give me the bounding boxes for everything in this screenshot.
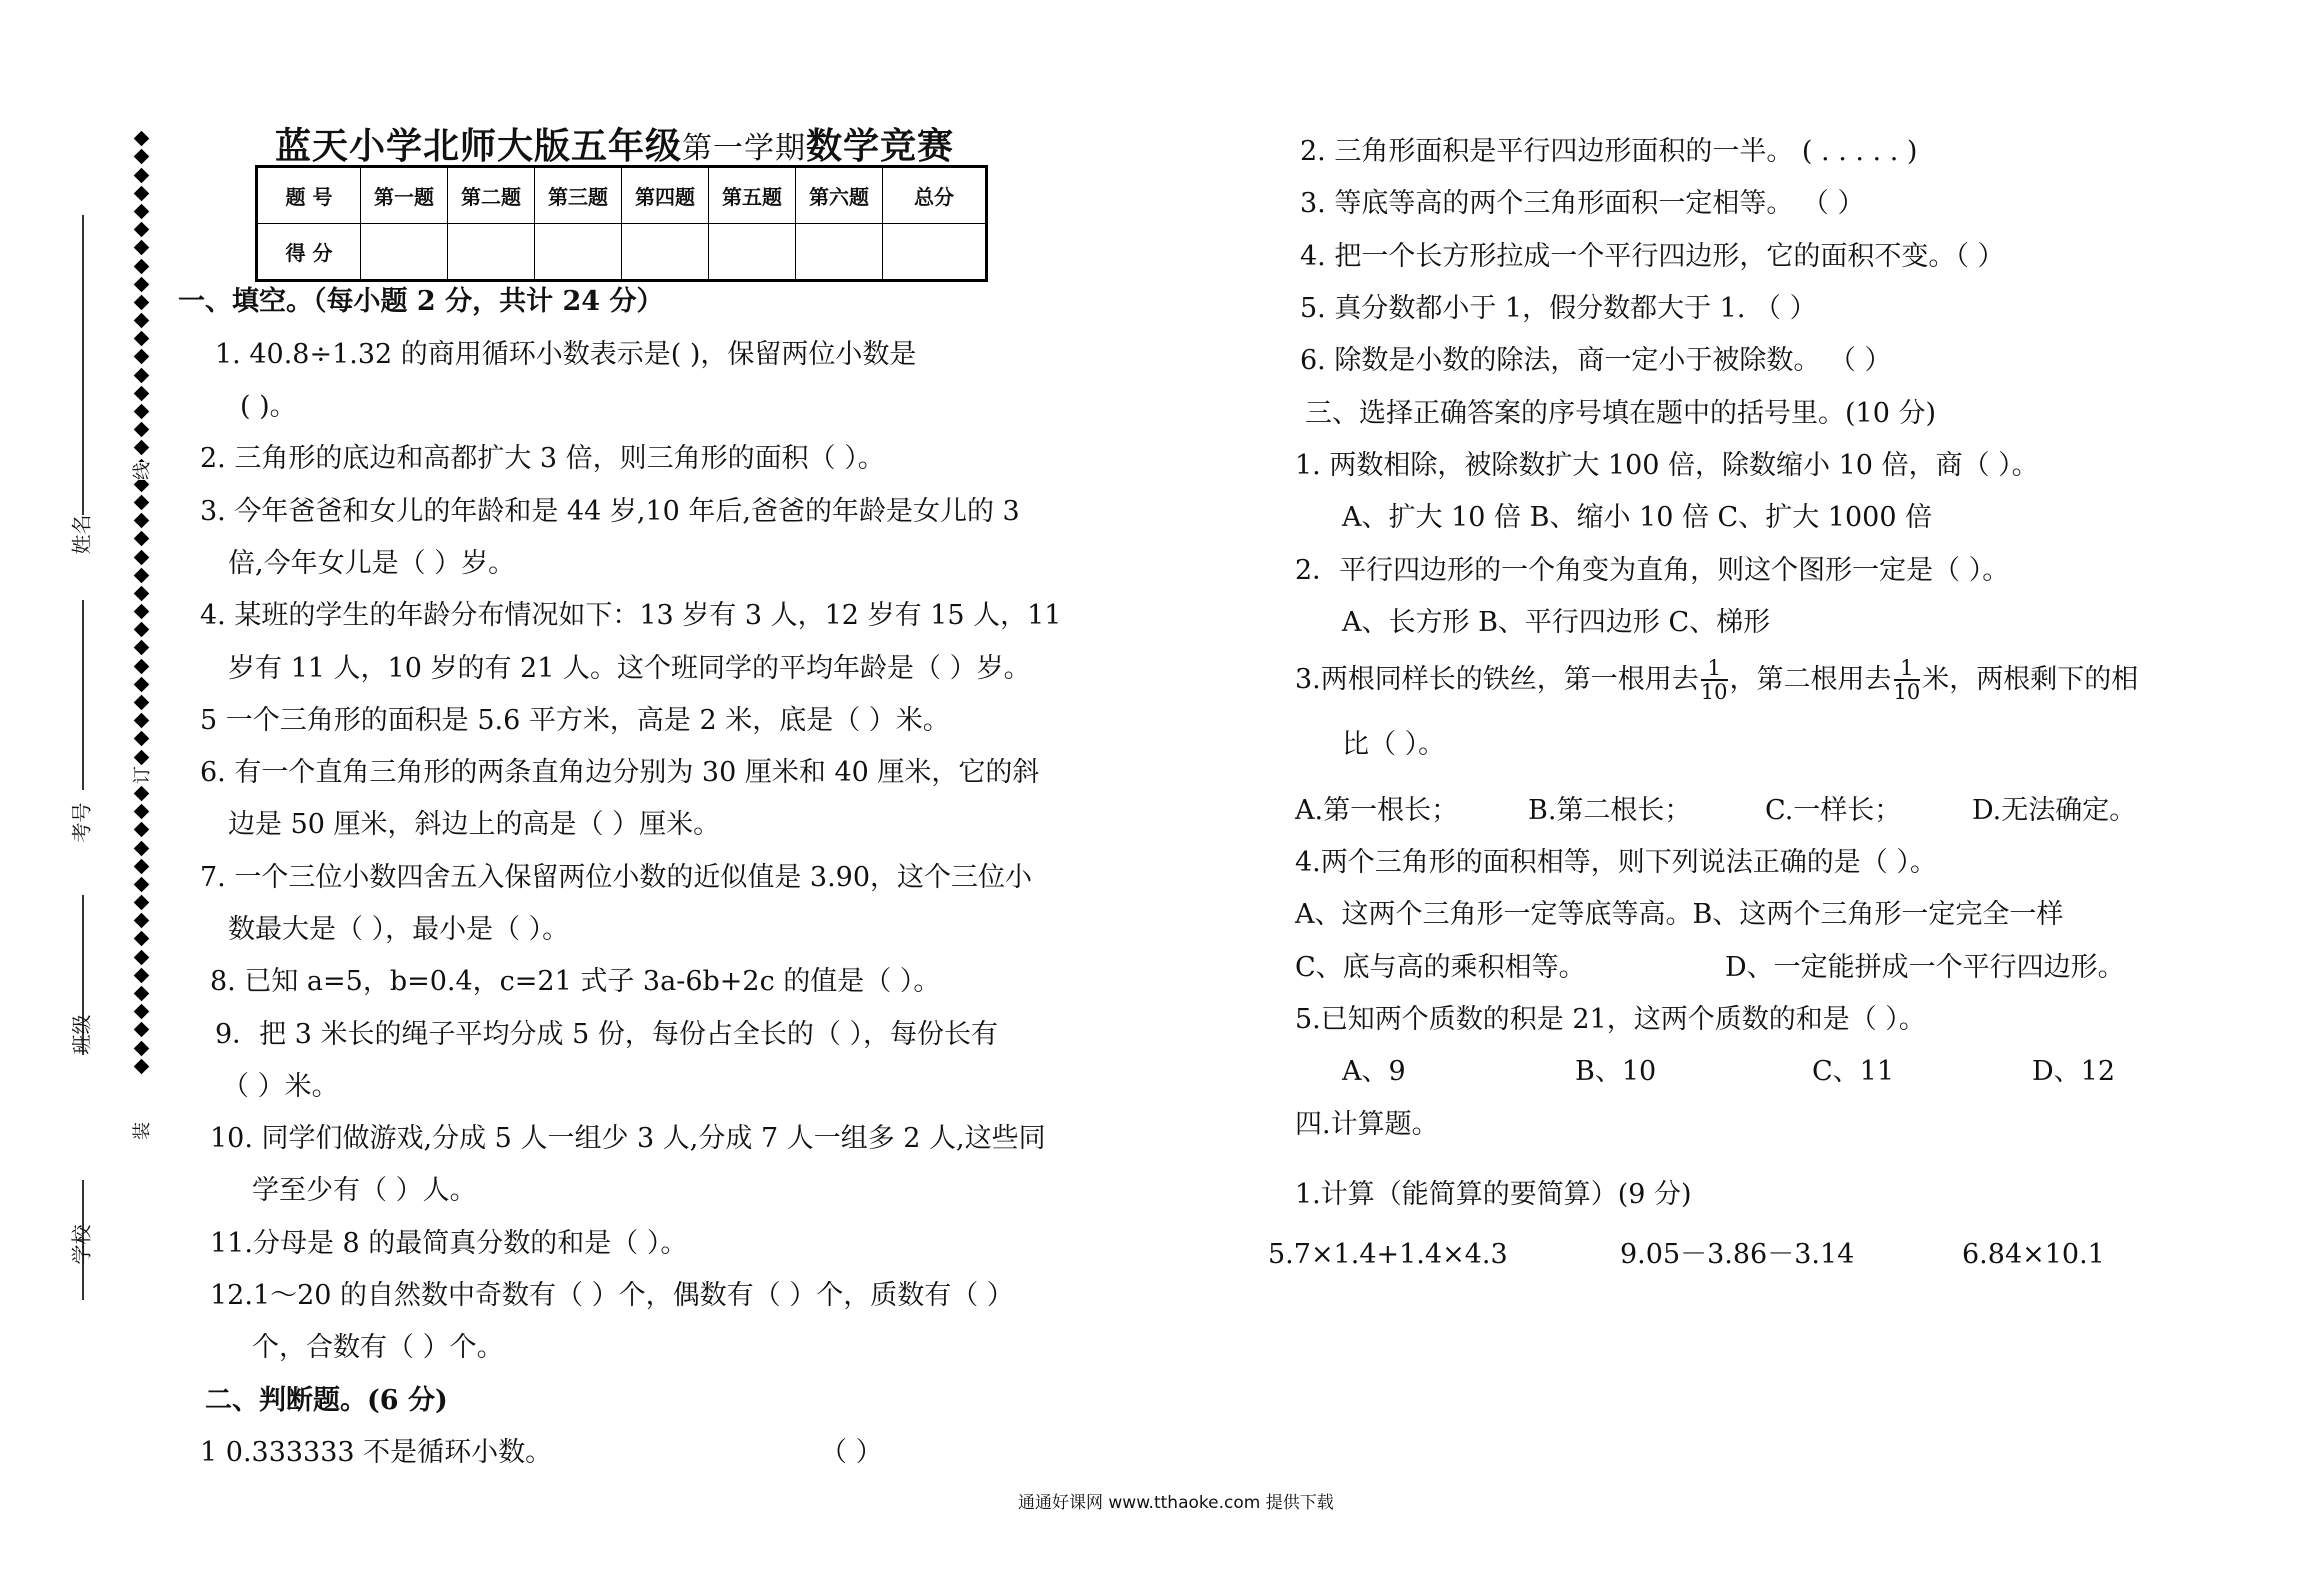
table-cell: 第六题	[796, 167, 883, 224]
exam-number-label: 考号	[69, 802, 94, 843]
diamond-mark	[133, 386, 149, 402]
diamond-mark	[133, 276, 149, 292]
question-line: 2．平行四边形的一个角变为直角，则这个图形一定是（ ）。	[1295, 555, 2010, 586]
diamond-mark	[133, 367, 149, 383]
question-line: 2. 三角形的底边和高都扩大 3 倍，则三角形的面积（ ）。	[200, 443, 885, 474]
diamond-mark	[133, 531, 149, 547]
choice-options: A、长方形 B、平行四边形 C、梯形	[1342, 607, 1771, 638]
diamond-mark	[133, 931, 149, 947]
diamond-mark	[133, 1022, 149, 1038]
diamond-mark	[133, 858, 149, 874]
question-line: 岁有 11 人，10 岁的有 21 人。这个班同学的平均年龄是（ ）岁。	[228, 653, 1031, 684]
diamond-mark	[133, 349, 149, 365]
diamond-mark	[133, 913, 149, 929]
calc-expression: 6.84×10.1	[1962, 1239, 2105, 1270]
question-line: 4. 把一个长方形拉成一个平行四边形，它的面积不变。（ ）	[1300, 241, 2005, 272]
question-line: 11.分母是 8 的最简真分数的和是（ ）。	[210, 1228, 688, 1259]
diamond-mark	[133, 840, 149, 856]
choice-option: C、底与高的乘积相等。	[1295, 952, 1586, 983]
diamond-mark	[133, 586, 149, 602]
question-line: （ ）米。	[222, 1071, 339, 1102]
table-cell: 第二题	[448, 167, 535, 224]
score-input-cell[interactable]	[883, 224, 987, 281]
diamond-mark	[133, 567, 149, 583]
diamond-mark	[133, 331, 149, 347]
section-true-false: 二、判断题。(6 分)	[205, 1385, 448, 1416]
exam-number-line	[82, 600, 84, 790]
table-cell: 第五题	[709, 167, 796, 224]
question-line: 3. 今年爸爸和女儿的年龄和是 44 岁,10 年后,爸爸的年龄是女儿的 3	[200, 496, 1020, 527]
score-input-cell[interactable]	[796, 224, 883, 281]
diamond-mark	[133, 222, 149, 238]
diamond-mark	[133, 404, 149, 420]
page-title: 蓝天小学北师大版五年级第一学期数学竞赛	[275, 125, 955, 167]
diamond-mark	[133, 640, 149, 656]
fraction-one-tenth: $\frac{1}{10}$	[1893, 656, 1921, 704]
diamond-mark	[133, 749, 149, 765]
question-line: 倍,今年女儿是（ ）岁。	[228, 548, 516, 579]
diamond-mark	[133, 204, 149, 220]
diamond-mark	[133, 786, 149, 802]
question-line: 6. 除数是小数的除法，商一定小于被除数。 （ ）	[1300, 345, 1892, 376]
choice-option: A、9	[1342, 1056, 1406, 1087]
answer-blank[interactable]: （ ）	[820, 1437, 883, 1468]
section-multiple-choice: 三、选择正确答案的序号填在题中的括号里。(10 分)	[1305, 398, 1937, 429]
choice-option: C.一样长；	[1765, 795, 1902, 826]
diamond-mark	[133, 1004, 149, 1020]
question-line: 9．把 3 米长的绳子平均分成 5 份，每份占全长的（ ），每份长有	[215, 1019, 998, 1050]
choice-option: C、11	[1812, 1056, 1895, 1087]
score-table	[255, 165, 988, 282]
score-input-cell[interactable]	[361, 224, 448, 281]
diamond-mark	[133, 822, 149, 838]
diamond-mark	[133, 986, 149, 1002]
class-label: 班级	[69, 1014, 94, 1055]
diamond-mark	[133, 877, 149, 893]
calc-expression: 5.7×1.4+1.4×4.3	[1268, 1239, 1508, 1270]
diamond-mark	[133, 149, 149, 165]
diamond-mark	[133, 240, 149, 256]
diamond-mark	[133, 131, 149, 147]
diamond-mark	[133, 549, 149, 565]
diamond-mark	[133, 167, 149, 183]
question-line: 4. 某班的学生的年龄分布情况如下：13 岁有 3 人，12 岁有 15 人，11	[200, 600, 1062, 631]
choice-option: A.第一根长；	[1295, 795, 1459, 826]
question-line: 边是 50 厘米，斜边上的高是（ ）厘米。	[228, 809, 721, 840]
question-line: 6. 有一个直角三角形的两条直角边分别为 30 厘米和 40 厘米，它的斜	[200, 757, 1040, 788]
diamond-mark	[133, 804, 149, 820]
choice-option: B、10	[1575, 1056, 1657, 1087]
diamond-mark	[133, 895, 149, 911]
diamond-mark	[133, 440, 149, 456]
score-input-cell[interactable]	[448, 224, 535, 281]
fraction-one-tenth: $\frac{1}{10}$	[1700, 656, 1728, 704]
diamond-mark	[133, 604, 149, 620]
choice-options: A、扩大 10 倍 B、缩小 10 倍 C、扩大 1000 倍	[1342, 502, 1933, 533]
question-line: 5. 真分数都小于 1，假分数都大于 1. （ ）	[1300, 293, 1817, 324]
school-label: 学校	[69, 1224, 94, 1265]
name-line	[82, 215, 84, 515]
table-cell: 第一题	[361, 167, 448, 224]
score-table-header	[257, 167, 987, 224]
section-calculation: 四.计算题。	[1295, 1109, 1439, 1140]
binding-label-install: 装	[128, 1122, 154, 1140]
question-line: 1.计算（能简算的要简算）(9 分)	[1295, 1179, 1692, 1210]
diamond-mark	[133, 295, 149, 311]
diamond-mark	[133, 422, 149, 438]
diamond-mark	[133, 949, 149, 965]
name-label: 姓名	[69, 514, 94, 555]
diamond-mark	[133, 968, 149, 984]
question-line: 4.两个三角形的面积相等，则下列说法正确的是（ ）。	[1295, 847, 1937, 878]
question-line: 12.1～20 的自然数中奇数有（ ）个，偶数有（ ）个，质数有（ ）	[210, 1280, 1014, 1311]
diamond-mark	[133, 731, 149, 747]
choice-option: B.第二根长；	[1528, 795, 1692, 826]
diamond-mark	[133, 185, 149, 201]
question-line: 8. 已知 a=5，b=0.4，c=21 式子 3a-6b+2c 的值是（ ）。	[210, 966, 941, 997]
question-line: 个，合数有（ ）个。	[252, 1332, 504, 1363]
question-line: 10. 同学们做游戏,分成 5 人一组少 3 人,分成 7 人一组多 2 人,这些同	[210, 1123, 1046, 1154]
score-input-cell[interactable]	[709, 224, 796, 281]
question-line: 7. 一个三位小数四舍五入保留两位小数的近似值是 3.90，这个三位小	[200, 862, 1033, 893]
table-cell: 第四题	[622, 167, 709, 224]
table-cell: 总分	[883, 167, 987, 224]
question-line: 学至少有（ ）人。	[252, 1175, 477, 1206]
question-line: 5 一个三角形的面积是 5.6 平方米，高是 2 米，底是（ ）米。	[200, 705, 950, 736]
choice-option: D、12	[2032, 1056, 2116, 1087]
question-line: 5.已知两个质数的积是 21，这两个质数的和是（ ）。	[1295, 1004, 1926, 1035]
score-input-cell[interactable]	[622, 224, 709, 281]
diamond-mark	[133, 258, 149, 274]
diamond-mark	[133, 313, 149, 329]
question-line: ( )。	[240, 391, 297, 422]
diamond-mark	[133, 677, 149, 693]
diamond-mark	[133, 1040, 149, 1056]
question-line: 2. 三角形面积是平行四边形面积的一半。 ( . . . . . )	[1300, 136, 1918, 167]
question-line: 数最大是（ ），最小是（ ）。	[228, 914, 570, 945]
score-table-row	[257, 224, 987, 281]
binding-label-order: 订	[128, 766, 154, 784]
choice-options: A、这两个三角形一定等底等高。B、这两个三角形一定完全一样	[1295, 899, 2064, 930]
section-fill-blank: 一、填空。（每小题 2 分，共计 24 分）	[178, 286, 664, 317]
calc-expression: 9.05－3.86－3.14	[1620, 1239, 1855, 1270]
question-line: 1. 两数相除，被除数扩大 100 倍，除数缩小 10 倍，商（ ）。	[1295, 450, 2039, 481]
question-line: 1. 40.8÷1.32 的商用循环小数表示是( )，保留两位小数是	[215, 339, 917, 370]
diamond-mark	[133, 495, 149, 511]
diamond-mark	[133, 513, 149, 529]
diamond-mark	[133, 622, 149, 638]
diamond-mark	[133, 713, 149, 729]
question-line: 3. 等底等高的两个三角形面积一定相等。 （ ）	[1300, 188, 1865, 219]
table-cell: 得 分	[257, 224, 361, 281]
choice-option: D.无法确定。	[1972, 795, 2137, 826]
table-cell: 题 号	[257, 167, 361, 224]
question-line: 3.两根同样长的铁丝，第一根用去 $\frac{1}{10}$ ，第二根用去 $\frac{1}{10}$ 米，两根剩下的相	[1295, 656, 2139, 704]
table-cell: 第三题	[535, 167, 622, 224]
footer-credit: 通通好课网 www.tthaoke.com 提供下载	[1018, 1493, 1334, 1513]
diamond-mark	[133, 1058, 149, 1074]
question-line: 比（ ）。	[1342, 729, 1446, 760]
score-input-cell[interactable]	[535, 224, 622, 281]
choice-option: D、一定能拼成一个平行四边形。	[1725, 952, 2125, 983]
binding-label-line: 线	[128, 462, 154, 480]
diamond-mark	[133, 695, 149, 711]
diamond-mark	[133, 658, 149, 674]
question-line: 1 0.333333 不是循环小数。	[200, 1437, 553, 1468]
binding-diamond-border	[130, 126, 152, 1456]
